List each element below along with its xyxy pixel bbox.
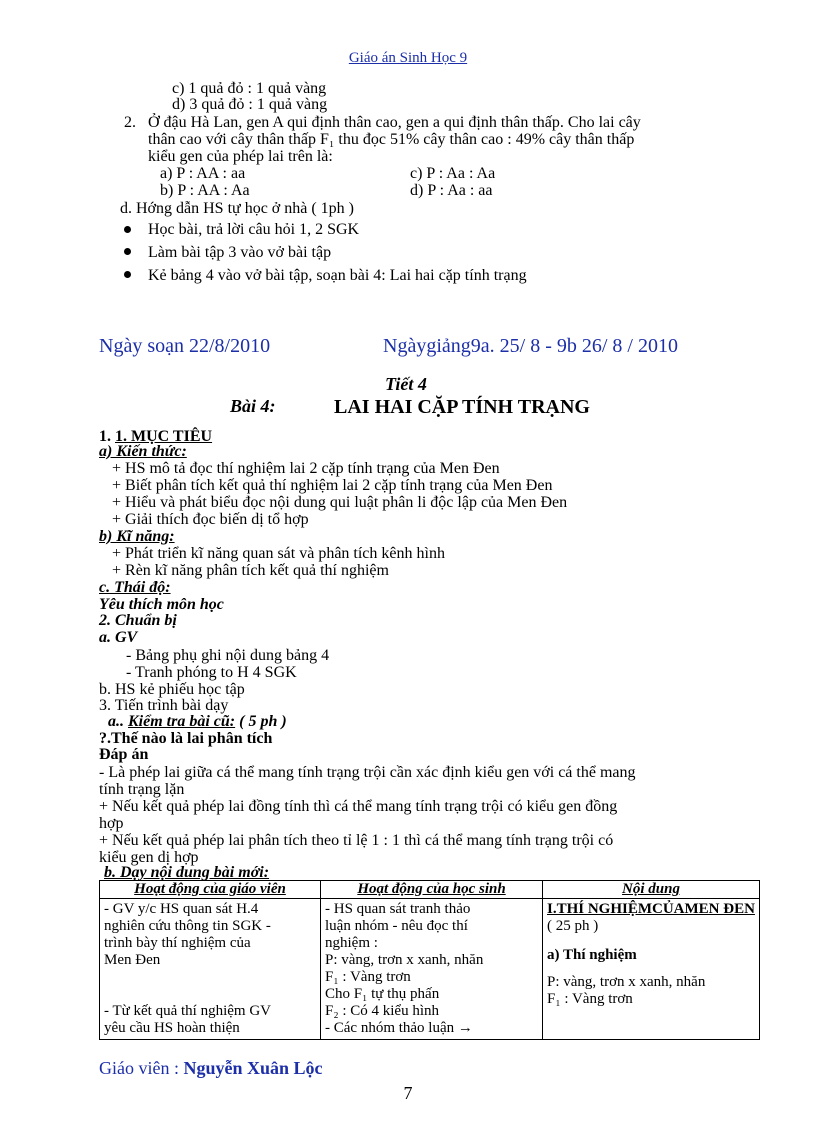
bullet-icon xyxy=(124,226,131,233)
homework-heading: d. Hớng dẫn HS tự học ở nhà ( 1ph ) xyxy=(120,200,355,217)
content-subheading: a) Thí nghiệm xyxy=(547,947,637,963)
gv-heading: a. GV xyxy=(99,629,138,646)
prepared-date: Ngày soạn 22/8/2010 xyxy=(99,335,271,357)
skills-item: + Rèn kĩ năng phân tích kết quả thí nghiệm xyxy=(112,562,389,579)
objectives-heading: 1. 1. MỤC TIÊU xyxy=(99,428,213,445)
q1-option-c: c) 1 quả đỏ : 1 quả vàng xyxy=(172,80,327,97)
cell-line: Cho F₁ tự thụ phấn xyxy=(325,986,440,1002)
attitude-text: Yêu thích môn học xyxy=(99,596,224,613)
lesson-label: Bài 4: xyxy=(230,396,276,416)
check-label: Kiểm tra bài cũ: xyxy=(128,713,236,730)
table-header-row xyxy=(100,881,760,899)
homework-item: Học bài, trả lời câu hỏi 1, 2 SGK xyxy=(148,221,360,238)
q2-line: thân cao với cây thân thấp F₁ thu đọc 51% cây thân cao : 49% cây thân thấp xyxy=(148,131,635,148)
answer-line: + Nếu kết quả phép lai đồng tính thì cá thể mang tính trạng trội có kiểu gen đồng xyxy=(99,798,618,815)
cell-line: nghiệm : xyxy=(325,935,378,951)
cell-line: F₂ : Có 4 kiểu hình xyxy=(325,1003,439,1019)
cell-line: F₁ : Vàng trơn xyxy=(325,969,411,985)
bullet-icon xyxy=(124,248,131,255)
col-header-content: Nội dung xyxy=(543,881,760,899)
cell-line: - Các nhóm thảo luận → xyxy=(325,1020,473,1036)
knowledge-heading: a) Kiến thức: xyxy=(99,443,187,460)
taught-date: Ngàygiảng9a. 25/ 8 - 9b 26/ 8 / 2010 xyxy=(383,335,678,357)
skills-item: + Phát triển kĩ năng quan sát và phân tích kênh hình xyxy=(112,545,445,562)
cell-line: luận nhóm - nêu đọc thí xyxy=(325,918,468,934)
page-number: 7 xyxy=(403,1083,413,1103)
gv-item: - Bảng phụ ghi nội dung bảng 4 xyxy=(126,647,330,664)
answer-line: tính trạng lặn xyxy=(99,781,185,798)
cell-line: yêu cầu HS hoàn thiện xyxy=(104,1020,240,1036)
cell-line: - HS quan sát tranh thảo xyxy=(325,901,471,917)
lesson-number: Tiết 4 xyxy=(385,374,427,394)
check-question: ?.Thế nào là lai phân tích xyxy=(99,730,273,747)
answer-heading: Đáp án xyxy=(99,746,149,763)
teacher-name: Nguyễn Xuân Lộc xyxy=(183,1058,323,1078)
bullet-icon xyxy=(124,271,131,278)
cell-line: Men Đen xyxy=(104,952,161,968)
content-section-title: I.THÍ NGHIỆMCỦAMEN ĐEN xyxy=(547,901,755,917)
check-prefix: a.. xyxy=(108,713,128,730)
knowledge-item: + HS mô tả đọc thí nghiệm lai 2 cặp tính trạng của Men Đen xyxy=(112,460,500,477)
q2-number: 2. xyxy=(124,114,136,131)
homework-item: Kẻ bảng 4 vào vở bài tập, soạn bài 4: Lai hai cặp tính trạng xyxy=(148,267,527,284)
cell-line: P: vàng, trơn x xanh, nhăn xyxy=(325,952,484,968)
check-suffix: ( 5 ph ) xyxy=(235,713,287,730)
col-header-student: Hoạt động của học sinh xyxy=(321,881,543,899)
q2-line: Ở đậu Hà Lan, gen A qui định thân cao, gen a qui định thân thấp. Cho lai cây xyxy=(148,114,641,131)
cell-line: - Từ kết quả thí nghiệm GV xyxy=(104,1003,271,1019)
q2-line: kiểu gen của phép lai trên là: xyxy=(148,148,333,165)
knowledge-item: + Giải thích đọc biến dị tổ hợp xyxy=(112,511,309,528)
answer-line: - Là phép lai giữa cá thể mang tính trạng trội cần xác định kiểu gen với cá thể mang xyxy=(99,764,636,781)
q2-option-c: c) P : Aa : Aa xyxy=(410,165,496,182)
hs-prep: b. HS kẻ phiếu học tập xyxy=(99,681,245,698)
cell-line: - GV y/c HS quan sát H.4 xyxy=(104,901,259,917)
cell-line: trình bày thí nghiệm của xyxy=(104,935,251,951)
teacher-label: Giáo viên : xyxy=(99,1058,184,1078)
page-header: Giáo án Sinh Học 9 xyxy=(348,50,468,66)
homework-item: Làm bài tập 3 vào vở bài tập xyxy=(148,244,332,261)
attitude-heading: c. Thái độ: xyxy=(99,579,171,596)
knowledge-item: + Biết phân tích kết quả thí nghiệm lai 2 cặp tính trạng của Men Đen xyxy=(112,477,553,494)
answer-line: hợp xyxy=(99,815,124,832)
content-section-time: ( 25 ph ) xyxy=(547,918,599,934)
answer-line: kiểu gen dị hợp xyxy=(99,849,199,866)
table-row xyxy=(100,899,760,1040)
q2-option-d: d) P : Aa : aa xyxy=(410,182,493,199)
activity-table xyxy=(99,880,760,1040)
gv-item: - Tranh phóng to H 4 SGK xyxy=(126,664,297,681)
q1-option-d: d) 3 quả đỏ : 1 quả vàng xyxy=(172,96,328,113)
process-heading: 3. Tiến trình bài dạy xyxy=(99,697,229,714)
footer-teacher xyxy=(99,1058,323,1079)
new-lesson-heading: b. Dạy nội dung bài mới: xyxy=(104,864,270,881)
cell-spacer xyxy=(547,964,755,974)
prep-heading: 2. Chuẩn bị xyxy=(99,612,177,629)
q2-option-a: a) P : AA : aa xyxy=(160,165,246,182)
cell-line: P: vàng, trơn x xanh, nhăn xyxy=(547,974,706,990)
col-header-teacher: Hoạt động của giáo viên xyxy=(100,881,321,899)
knowledge-item: + Hiểu và phát biểu đọc nội dung qui luật phân li độc lập của Men Đen xyxy=(112,494,568,511)
check-heading xyxy=(108,713,287,730)
q2-option-b: b) P : AA : Aa xyxy=(160,182,250,199)
cell-spacer xyxy=(547,935,755,947)
student-activity-cell xyxy=(321,899,543,1040)
content-cell xyxy=(543,899,760,1040)
cell-spacer xyxy=(104,969,316,1003)
skills-heading: b) Kĩ năng: xyxy=(99,528,175,545)
answer-line: + Nếu kết quả phép lai phân tích theo tỉ lệ 1 : 1 thì cá thể mang tính trạng trội có xyxy=(99,832,614,849)
lesson-title: LAI HAI CẶP TÍNH TRẠNG xyxy=(334,396,590,418)
objectives-heading-text: 1. MỤC TIÊU xyxy=(115,428,213,445)
cell-line: nghiên cứu thông tin SGK - xyxy=(104,918,271,934)
teacher-activity-cell xyxy=(100,899,321,1040)
cell-line: F₁ : Vàng trơn xyxy=(547,991,633,1007)
